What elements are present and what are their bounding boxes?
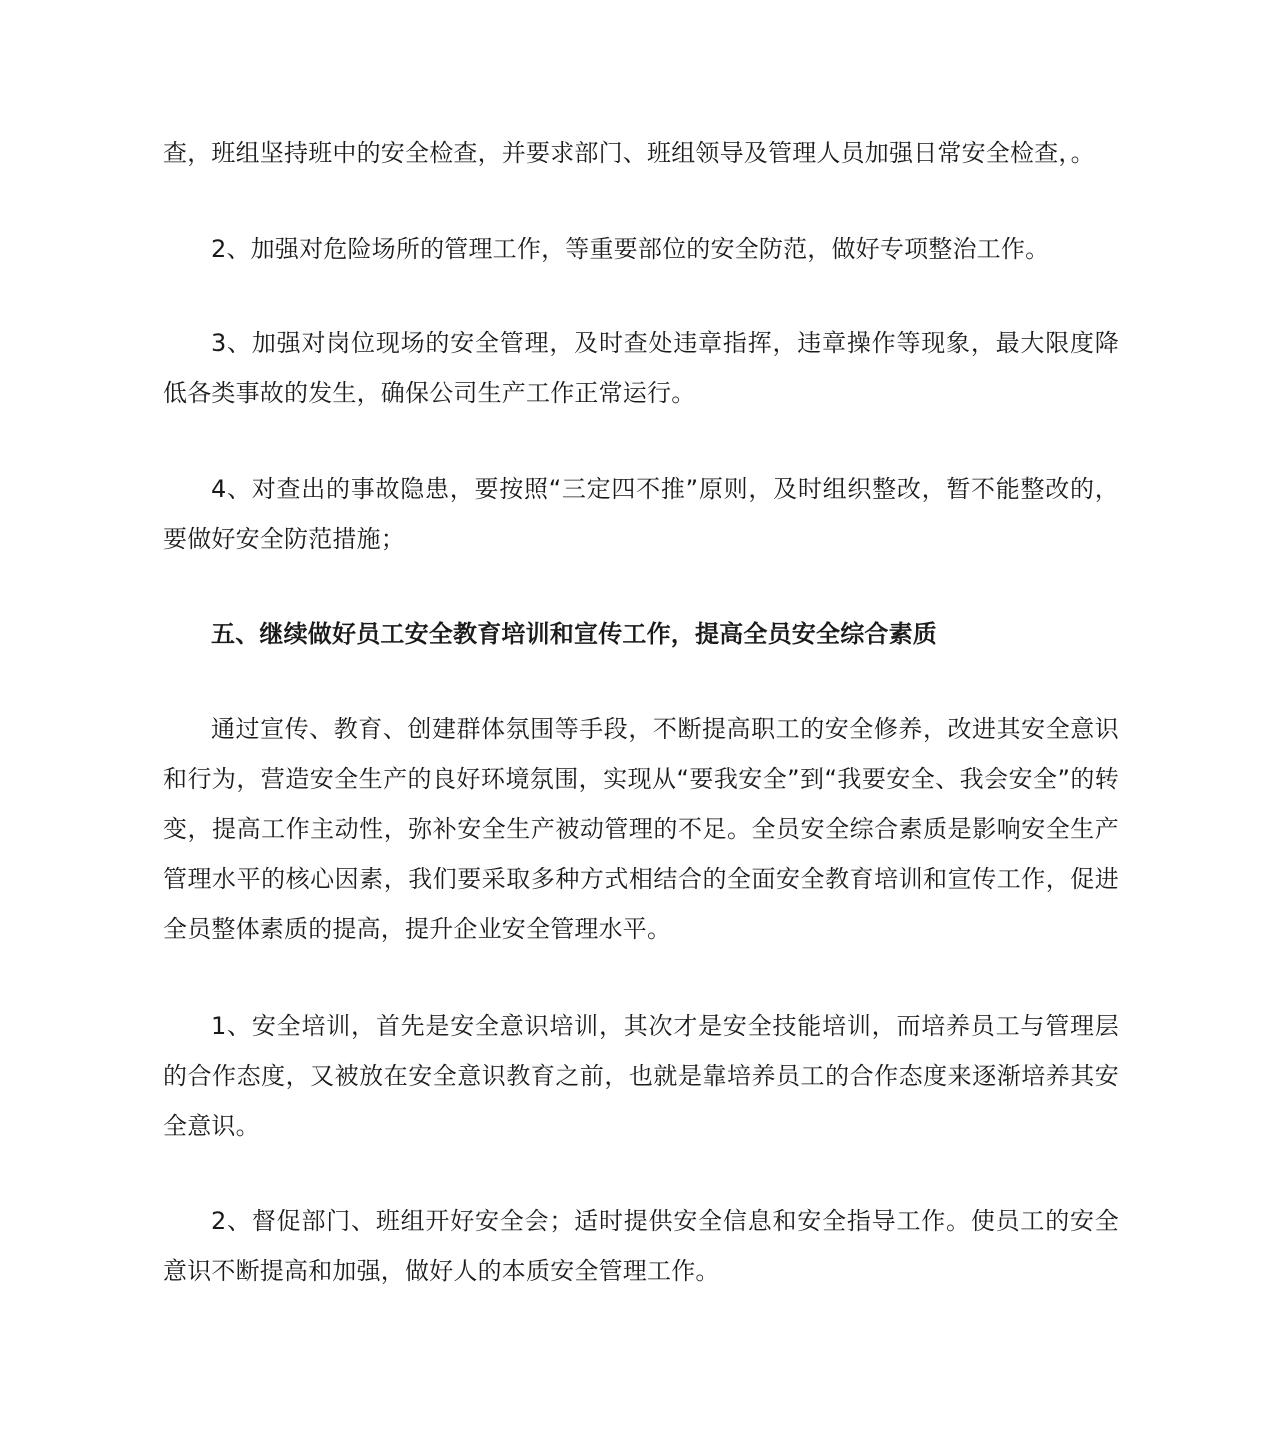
paragraph-continuation: 查，班组坚持班中的安全检查，并要求部门、班组领导及管理人员加强日常安全检查，。 <box>163 139 1095 167</box>
paragraph-training-1: 1、安全培训，首先是安全意识培训，其次才是安全技能培训，而培养员工与管理层的合作态度，又被放在安全意识教育之前，也就是靠培养员工的合作态度来逐渐培养其安全意识。 <box>163 1012 1119 1140</box>
paragraph-item-4: 4、对查出的事故隐患，要按照“三定四不推”原则，及时组织整改，暂不能整改的，要做好安全防范措施； <box>163 475 1119 553</box>
paragraph-item-3: 3、加强对岗位现场的安全管理，及时查处违章指挥，违章操作等现象，最大限度降低各类事故的发生，确保公司生产工作正常运行。 <box>163 329 1119 407</box>
paragraph-section-intro: 通过宣传、教育、创建群体氛围等手段，不断提高职工的安全修养，改进其安全意识和行为，营造安全生产的良好环境氛围，实现从“要我安全”到“我要安全、我会安全”的转变，提高工作主动性，弥补安全生产被动管理的不足。全员安全综合素质是影响安全生产管理水平的核心因素，我们要采取多种方式相结合的全面安全教育培训和宣传工作，促进全员整体素质的提高，提升企业安全管理水平。 <box>163 715 1119 943</box>
section-heading-5: 五、继续做好员工安全教育培训和宣传工作，提高全员安全综合素质 <box>211 620 937 648</box>
paragraph-item-2: 2、加强对危险场所的管理工作，等重要部位的安全防范，做好专项整治工作。 <box>211 235 1050 263</box>
paragraph-training-2: 2、督促部门、班组开好安全会；适时提供安全信息和安全指导工作。使员工的安全意识不断提高和加强，做好人的本质安全管理工作。 <box>163 1207 1119 1285</box>
